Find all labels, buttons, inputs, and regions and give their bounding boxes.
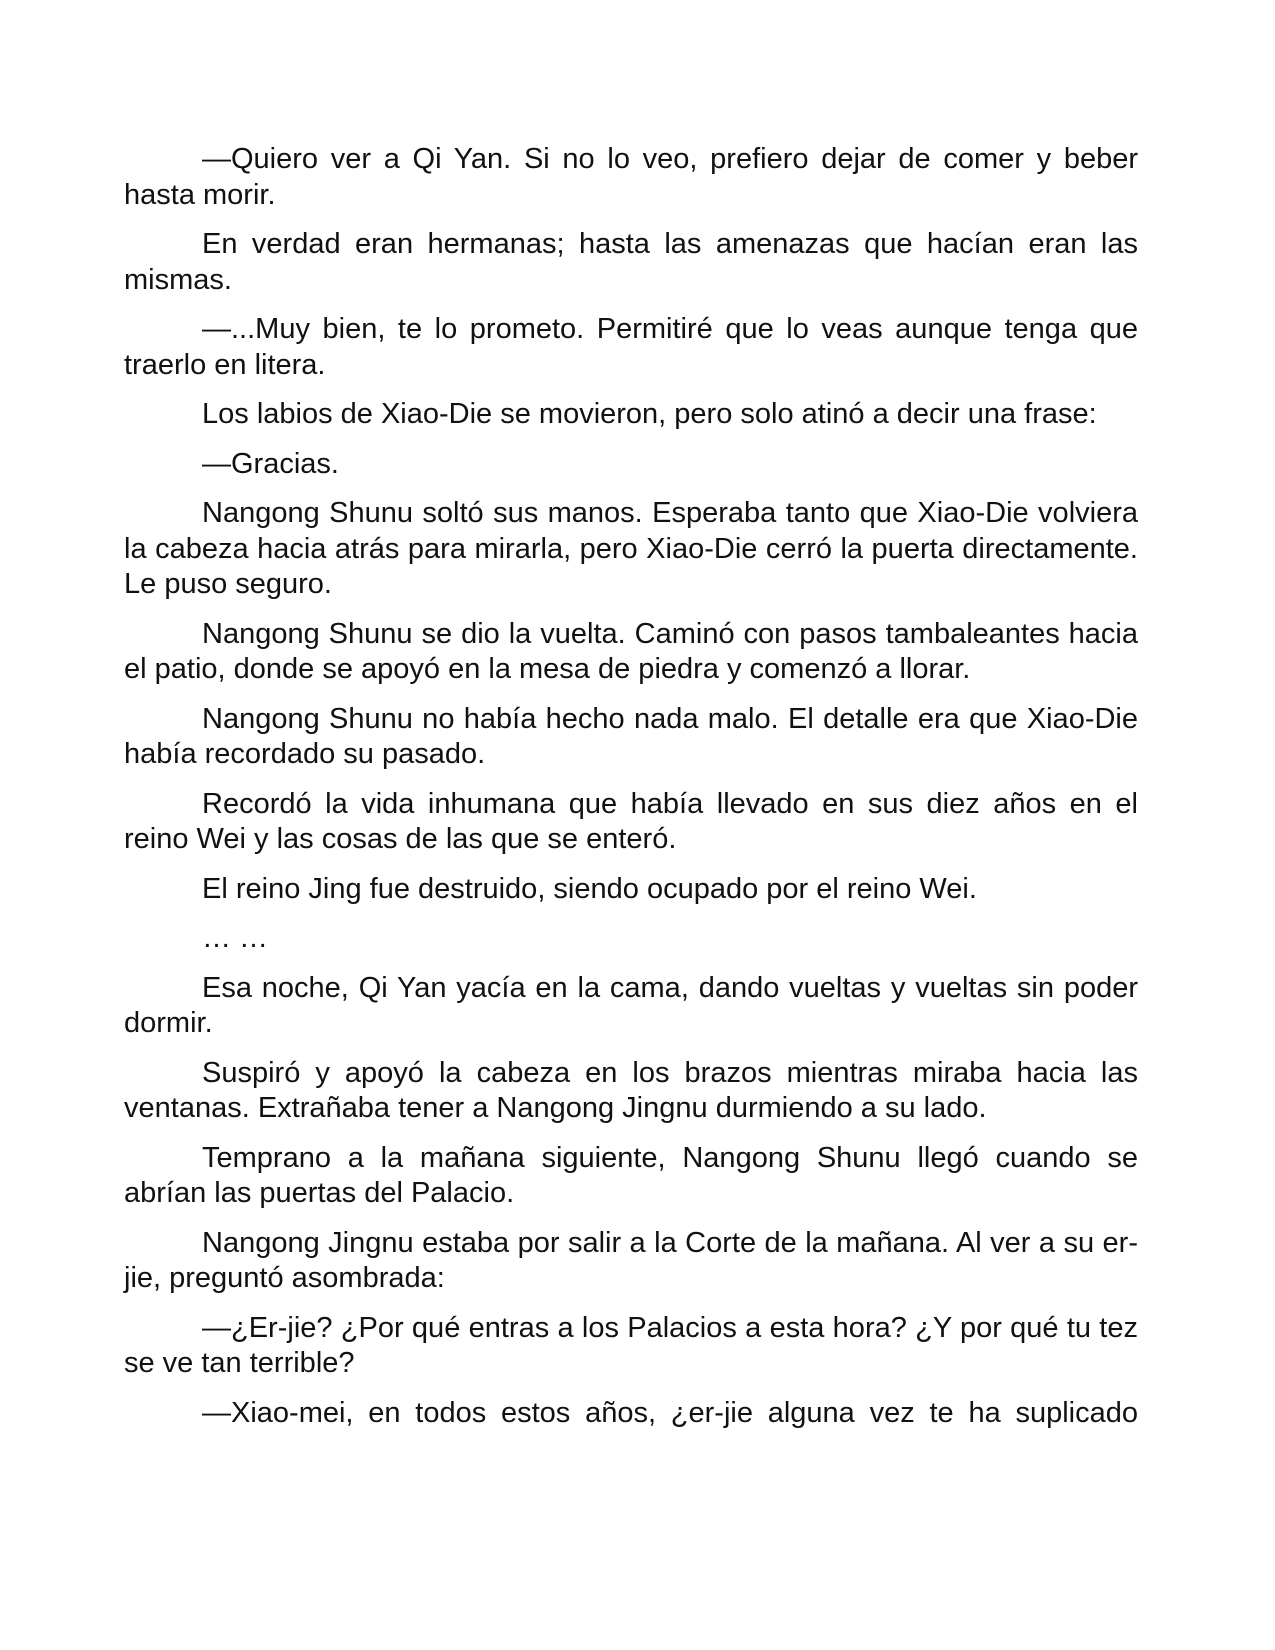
paragraph: Nangong Shunu soltó sus manos. Esperaba tanto que Xiao-Die volviera la cabeza hacia atrás para mirarla, pero Xiao-Die cerró la puerta directamente. Le puso seguro.: [124, 497, 1138, 600]
scene-break: … …: [202, 922, 269, 954]
paragraph: Esa noche, Qi Yan yacía en la cama, dando vueltas y vueltas sin poder dormir.: [124, 971, 1138, 1039]
paragraph: El reino Jing fue destruido, siendo ocupado por el reino Wei.: [202, 872, 977, 905]
paragraph: —Xiao-mei, en todos estos años, ¿er-jie alguna vez te ha suplicado: [202, 1396, 1138, 1429]
paragraph: Nangong Jingnu estaba por salir a la Corte de la mañana. Al ver a su er-jie, preguntó asombrada:: [124, 1226, 1138, 1294]
paragraph: Nangong Shunu no había hecho nada malo. El detalle era que Xiao-Die había recordado su pasado.: [124, 702, 1138, 770]
paragraph: —¿Er-jie? ¿Por qué entras a los Palacios a esta hora? ¿Y por qué tu tez se ve tan terrible?: [124, 1311, 1138, 1379]
paragraph: —...Muy bien, te lo prometo. Permitiré que lo veas aunque tenga que traerlo en litera.: [124, 313, 1138, 381]
paragraph: Nangong Shunu se dio la vuelta. Caminó con pasos tambaleantes hacia el patio, donde se apoyó en la mesa de piedra y comenzó a llorar.: [124, 617, 1138, 685]
paragraph: Temprano a la mañana siguiente, Nangong Shunu llegó cuando se abrían las puertas del Palacio.: [124, 1141, 1138, 1209]
paragraph: —Quiero ver a Qi Yan. Si no lo veo, prefiero dejar de comer y beber hasta morir.: [124, 143, 1138, 211]
paragraph: —Gracias.: [202, 447, 339, 480]
paragraph: Suspiró y apoyó la cabeza en los brazos mientras miraba hacia las ventanas. Extrañaba tener a Nangong Jingnu durmiendo a su lado.: [124, 1056, 1138, 1124]
paragraph: Recordó la vida inhumana que había llevado en sus diez años en el reino Wei y las cosas de las que se enteró.: [124, 787, 1138, 855]
document-page: [124, 142, 1138, 1445]
paragraph: En verdad eran hermanas; hasta las amenazas que hacían eran las mismas.: [124, 228, 1138, 296]
paragraph: Los labios de Xiao-Die se movieron, pero solo atinó a decir una frase:: [202, 398, 1097, 430]
